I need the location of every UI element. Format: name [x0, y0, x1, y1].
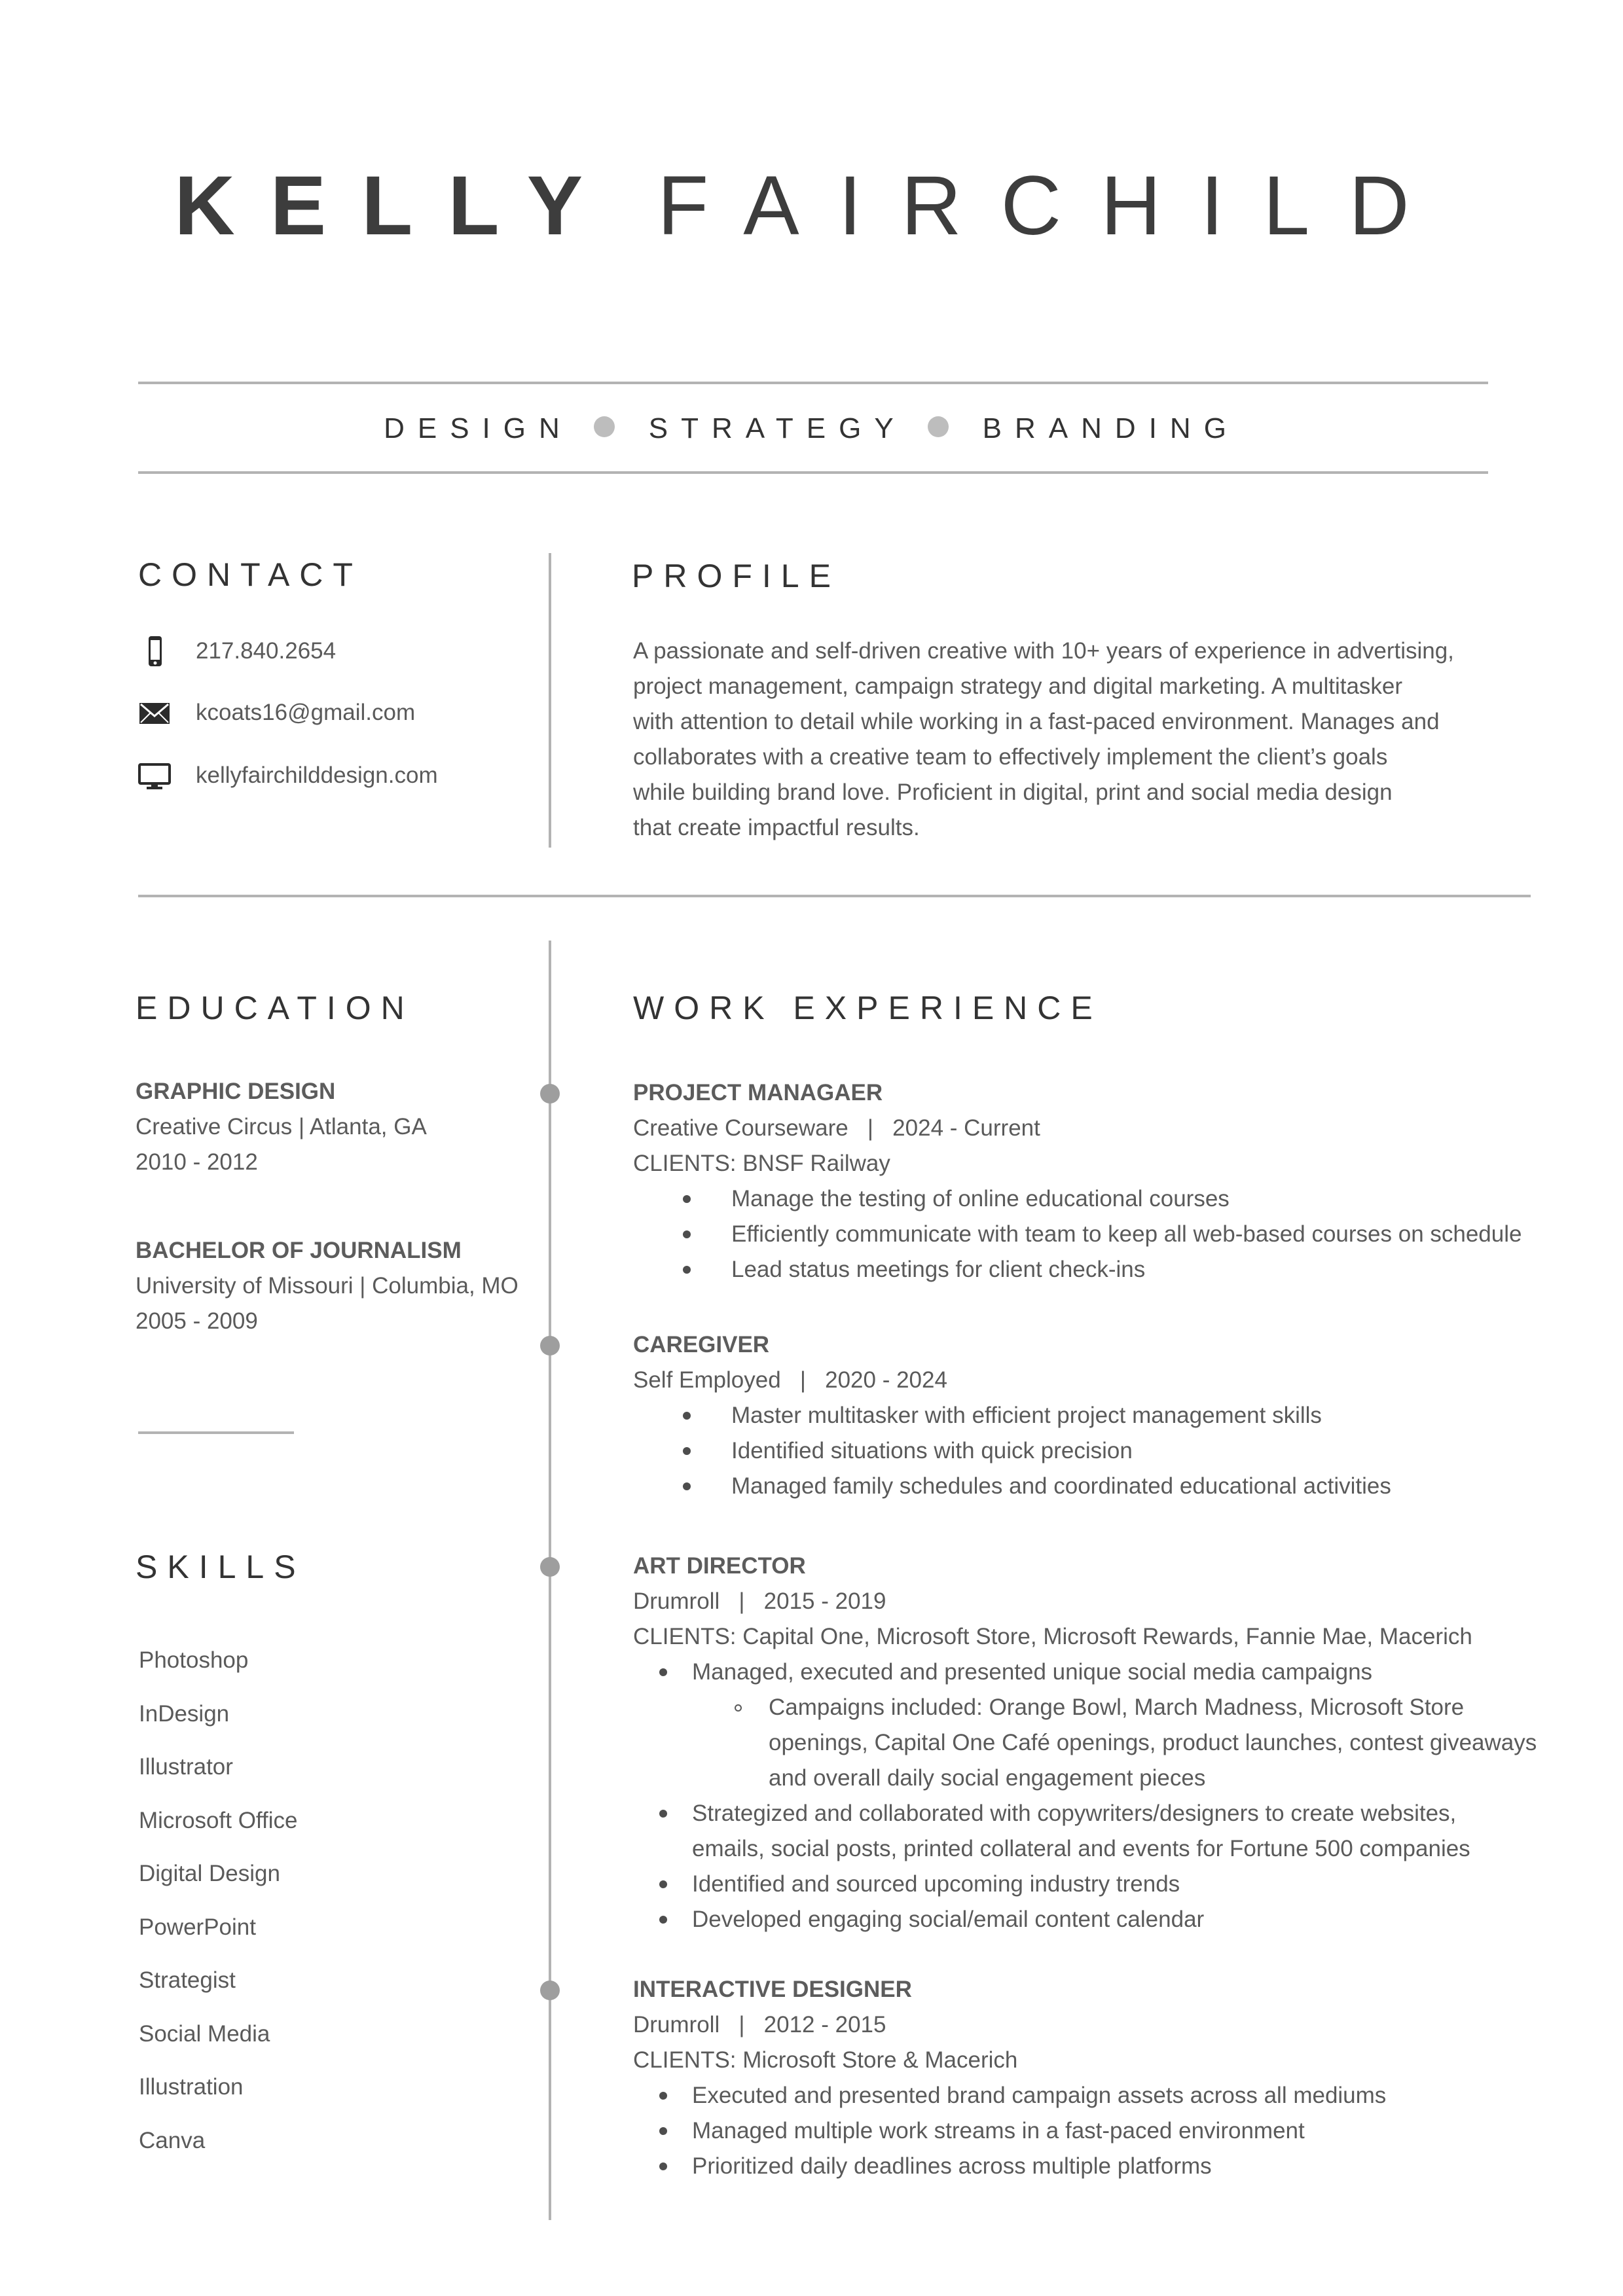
- bullet-item: [633, 1469, 1391, 1504]
- sub-bullet-circle: [735, 1704, 742, 1712]
- profile-line: project management, campaign strategy and digital marketing. A multitasker: [633, 673, 1403, 699]
- bullet-dot: [659, 1916, 667, 1924]
- tagline-branding: BRANDING: [982, 412, 1239, 444]
- timeline-dot: [540, 1981, 560, 2000]
- skills-list: [139, 1634, 297, 2167]
- bullet-dot: [659, 1810, 667, 1818]
- work-experience-heading: WORK EXPERIENCE: [633, 990, 1103, 1026]
- contact-email: [138, 695, 438, 730]
- job-clients: CLIENTS: Microsoft Store & Macerich: [633, 2047, 1018, 2073]
- degree: GRAPHIC DESIGN: [136, 1079, 336, 1104]
- sub-bullet-item: [633, 1690, 1537, 1725]
- job-title: CAREGIVER: [633, 1332, 770, 1357]
- contact-phone: [138, 634, 438, 669]
- bullet-dot: [683, 1266, 691, 1274]
- candidate-name: [0, 157, 1623, 255]
- envelope-icon: [138, 696, 171, 729]
- phone-icon: [138, 635, 171, 668]
- school: University of Missouri | Columbia, MO: [136, 1273, 519, 1299]
- bullet-item: [633, 2113, 1386, 2149]
- bullet-dot: [683, 1482, 691, 1490]
- tagline-strategy: STRATEGY: [648, 412, 907, 444]
- job-entry: [633, 1972, 1386, 2184]
- years: 2010 - 2012: [136, 1149, 258, 1175]
- bullet-item: [633, 1655, 1537, 1690]
- job-bullets: [633, 1398, 1391, 1504]
- bullet-text: emails, social posts, printed collateral and events for Fortune 500 companies: [692, 1836, 1470, 1861]
- tagline: [0, 406, 1623, 452]
- bullet-item: [633, 1398, 1391, 1433]
- sub-bullet-continuation: [633, 1725, 1537, 1761]
- profile-line: that create impactful results.: [633, 815, 920, 840]
- bullet-dot: [594, 416, 615, 437]
- bullet-item: [633, 1252, 1522, 1287]
- skill-item: Canva: [139, 2127, 206, 2153]
- bullet-text: Manage the testing of online educational courses: [731, 1186, 1230, 1211]
- bullet-text: Master multitasker with efficient project management skills: [731, 1403, 1322, 1428]
- bullet-text: and overall daily social engagement pieces: [769, 1765, 1206, 1791]
- profile-heading: PROFILE: [632, 558, 841, 594]
- bullet-dot: [659, 2092, 667, 2100]
- bullet-dot: [928, 416, 949, 437]
- skill-item: Strategist: [139, 1967, 236, 1993]
- job-title: INTERACTIVE DESIGNER: [633, 1977, 912, 2002]
- job-clients: CLIENTS: BNSF Railway: [633, 1151, 890, 1176]
- job-entry: [633, 1327, 1391, 1504]
- bullet-item: [633, 1902, 1537, 1937]
- bullet-item: [633, 1217, 1522, 1252]
- skill-item: Photoshop: [139, 1647, 249, 1673]
- years: 2005 - 2009: [136, 1308, 258, 1334]
- job-meta: Creative Courseware | 2024 - Current: [633, 1115, 1040, 1141]
- timeline-dot: [540, 1557, 560, 1577]
- bullet-text: Identified situations with quick precision: [731, 1438, 1133, 1463]
- bullet-dot: [659, 1880, 667, 1888]
- bullet-text: Identified and sourced upcoming industry trends: [692, 1871, 1180, 1897]
- job-title: ART DIRECTOR: [633, 1553, 806, 1579]
- job-meta: Self Employed | 2020 - 2024: [633, 1367, 947, 1393]
- job-clients: CLIENTS: Capital One, Microsoft Store, Microsoft Rewards, Fannie Mae, Macerich: [633, 1624, 1472, 1649]
- contact-website: [138, 758, 438, 793]
- bullet-dot: [659, 2127, 667, 2135]
- short-divider: [138, 1431, 294, 1434]
- degree: BACHELOR OF JOURNALISM: [136, 1238, 462, 1263]
- email-address[interactable]: kcoats16@gmail.com: [196, 700, 416, 725]
- bullet-item: [633, 2078, 1386, 2113]
- profile-line: while building brand love. Proficient in digital, print and social media design: [633, 780, 1393, 805]
- bullet-text: Strategized and collaborated with copywriters/designers to create websites,: [692, 1801, 1457, 1826]
- divider: [138, 382, 1488, 384]
- skill-item: Illustrator: [139, 1754, 233, 1780]
- education-heading: EDUCATION: [136, 990, 414, 1026]
- skill-item: Microsoft Office: [139, 1807, 298, 1833]
- bullet-text: Prioritized daily deadlines across multiple platforms: [692, 2153, 1212, 2179]
- job-meta: Drumroll | 2015 - 2019: [633, 1588, 886, 1614]
- profile-line: with attention to detail while working in a fast-paced environment. Manages and: [633, 709, 1440, 734]
- bullet-dot: [683, 1230, 691, 1238]
- job-entry: [633, 1549, 1537, 1937]
- bullet-item: [633, 1181, 1522, 1217]
- bullet-text: openings, Capital One Café openings, product launches, contest giveaways: [769, 1730, 1537, 1755]
- job-bullets: [633, 2078, 1386, 2184]
- bullet-text: Managed multiple work streams in a fast-paced environment: [692, 2118, 1305, 2144]
- skill-item: Illustration: [139, 2074, 244, 2100]
- skills-heading: SKILLS: [136, 1549, 306, 1585]
- bullet-text: Executed and presented brand campaign assets across all mediums: [692, 2083, 1387, 2108]
- bullet-text: Managed family schedules and coordinated educational activities: [731, 1473, 1391, 1499]
- bullet-continuation: [633, 1831, 1537, 1867]
- job-bullets: [633, 1181, 1522, 1287]
- contact-list: [138, 634, 438, 793]
- job-meta: Drumroll | 2012 - 2015: [633, 2012, 886, 2037]
- bullet-text: Managed, executed and presented unique social media campaigns: [692, 1659, 1373, 1685]
- bullet-text: Developed engaging social/email content calendar: [692, 1907, 1205, 1932]
- sub-bullet-continuation: [633, 1761, 1537, 1796]
- bullet-dot: [683, 1195, 691, 1203]
- profile-text: [633, 634, 1454, 846]
- bullet-dot: [659, 2162, 667, 2170]
- bullet-dot: [683, 1412, 691, 1420]
- skill-item: Social Media: [139, 2020, 270, 2047]
- bullet-dot: [659, 1668, 667, 1676]
- job-entry: [633, 1075, 1522, 1287]
- bullet-item: [633, 1433, 1391, 1469]
- school: Creative Circus | Atlanta, GA: [136, 1114, 427, 1139]
- timeline-dot: [540, 1084, 560, 1103]
- education-item: [136, 1233, 519, 1339]
- first-name: KELLY: [174, 159, 619, 253]
- profile-line: collaborates with a creative team to effectively implement the client’s goals: [633, 744, 1388, 770]
- column-divider: [549, 553, 551, 848]
- bullet-text: Campaigns included: Orange Bowl, March Madness, Microsoft Store: [769, 1695, 1465, 1720]
- education-item: [136, 1074, 427, 1180]
- job-title: PROJECT MANAGAER: [633, 1080, 883, 1105]
- timeline-line: [549, 941, 551, 2220]
- bullet-dot: [683, 1447, 691, 1455]
- job-bullets: [633, 1655, 1537, 1937]
- contact-heading: CONTACT: [138, 556, 363, 593]
- divider: [138, 471, 1488, 474]
- skill-item: PowerPoint: [139, 1914, 256, 1940]
- monitor-icon: [138, 759, 171, 792]
- bullet-item: [633, 2149, 1386, 2184]
- tagline-design: DESIGN: [384, 412, 573, 444]
- skill-item: Digital Design: [139, 1861, 280, 1886]
- timeline-dot: [540, 1336, 560, 1355]
- bullet-text: Efficiently communicate with team to keep all web-based courses on schedule: [731, 1221, 1522, 1247]
- phone-number[interactable]: 217.840.2654: [196, 638, 337, 664]
- bullet-text: Lead status meetings for client check-ins: [731, 1257, 1146, 1282]
- skill-item: InDesign: [139, 1700, 230, 1727]
- website-link[interactable]: kellyfairchilddesign.com: [196, 762, 438, 788]
- profile-line: A passionate and self-driven creative with 10+ years of experience in advertising,: [633, 638, 1454, 664]
- bullet-item: [633, 1796, 1537, 1831]
- last-name: FAIRCHILD: [657, 159, 1449, 253]
- divider: [138, 895, 1531, 897]
- bullet-item: [633, 1867, 1537, 1902]
